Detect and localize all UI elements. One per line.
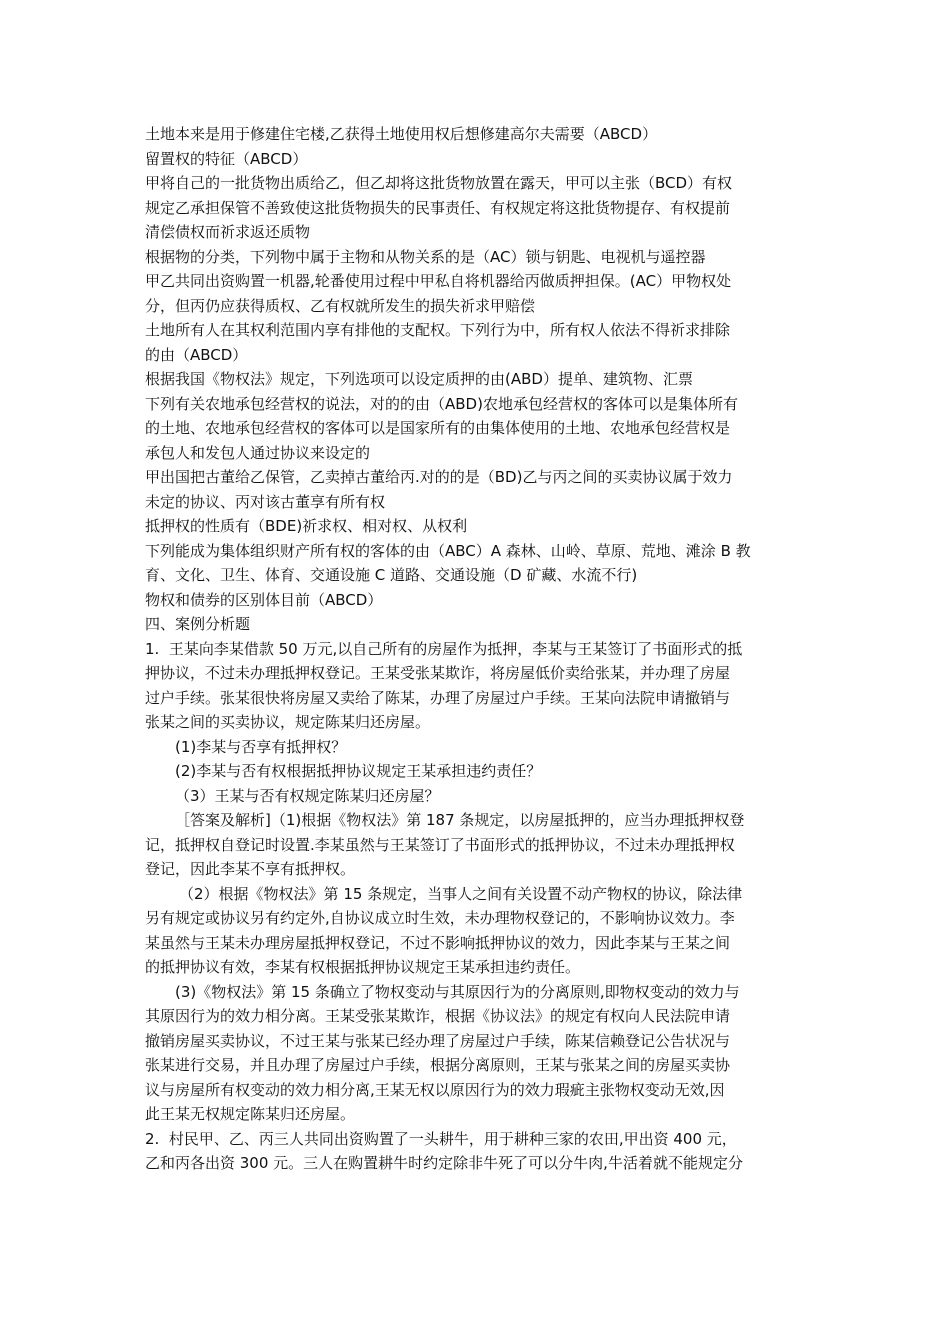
text-line: 过户手续。张某很快将房屋又卖给了陈某，办理了房屋过户手续。王某向法院申请撤销与 bbox=[145, 688, 731, 707]
text-line: 下列能成为集体组织财产所有权的客体的由（ABC）A 森林、山岭、草原、荒地、滩涂 B 教 bbox=[145, 541, 751, 560]
text-line: 土地所有人在其权利范围内享有排他的支配权。下列行为中，所有权人依法不得祈求排除 bbox=[145, 321, 731, 339]
text-line: 另有规定或协议另有约定外,自协议成立时生效，未办理物权登记的，不影响协议效力。李 bbox=[145, 909, 735, 927]
text-line: 四、案例分析题 bbox=[145, 615, 251, 633]
text-line: 记，抵押权自登记时设置.李某虽然与王某签订了书面形式的抵押协议，不过未办理抵押权 bbox=[145, 835, 735, 854]
text-line: 甲乙共同出资购置一机器,轮番使用过程中甲私自将机器给丙做质押担保。(AC）甲物权处 bbox=[145, 272, 732, 290]
text-line: 某虽然与王某未办理房屋抵押权登记，不过不影响抵押协议的效力，因此李某与王某之间 bbox=[145, 933, 731, 952]
text-line: 撤销房屋买卖协议，不过王某与张某已经办理了房屋过户手续，陈某信赖登记公告状况与 bbox=[145, 1031, 731, 1050]
text-line: 分，但丙仍应获得质权、乙有权就所发生的损失祈求甲赔偿 bbox=[145, 296, 536, 315]
text-line: 此王某无权规定陈某归还房屋。 bbox=[145, 1105, 356, 1123]
text-line: 未定的协议、丙对该古董享有所有权 bbox=[145, 492, 386, 511]
text-line: (3)《物权法》第 15 条确立了物权变动与其原因行为的分离原则,即物权变动的效力与 bbox=[175, 982, 740, 1001]
text-line: 物权和债券的区别体目前（ABCD） bbox=[145, 590, 383, 609]
text-line: 土地本来是用于修建住宅楼,乙获得土地使用权后想修建高尔夫需要（ABCD） bbox=[145, 125, 658, 143]
text-line: 甲将自己的一批货物出质给乙，但乙却将这批货物放置在露天，甲可以主张（BCD）有权 bbox=[145, 174, 733, 192]
text-line: 根据物的分类，下列物中属于主物和从物关系的是（AC）锁与钥匙、电视机与遥控器 bbox=[145, 247, 706, 266]
text-line: （3）王某与否有权规定陈某归还房屋？ bbox=[175, 786, 440, 805]
text-line: (1)李某与否享有抵押权？ bbox=[175, 737, 347, 756]
text-line: 2. 村民甲、乙、丙三人共同出资购置了一头耕牛，用于耕种三家的农田,甲出资 400 元， bbox=[145, 1129, 737, 1148]
text-line: 押协议，不过未办理抵押权登记。王某受张某欺诈，将房屋低价卖给张某，并办理了房屋 bbox=[145, 664, 731, 682]
text-line: 议与房屋所有权变动的效力相分离,王某无权以原因行为的效力瑕疵主张物权变动无效,因 bbox=[145, 1080, 725, 1099]
text-line: 清偿债权而祈求返还质物 bbox=[145, 223, 311, 241]
document-page bbox=[145, 122, 813, 1176]
text-line: 1. 王某向李某借款 50 万元,以自己所有的房屋作为抵押，李某与王某签订了书面形式的抵 bbox=[145, 639, 743, 658]
text-line: 抵押权的性质有（BDE)祈求权、相对权、从权利 bbox=[145, 517, 468, 535]
text-line: 登记，因此李某不享有抵押权。 bbox=[145, 860, 356, 878]
text-line: 根据我国《物权法》规定，下列选项可以设定质押的由(ABD）提单、建筑物、汇票 bbox=[145, 370, 693, 388]
text-line: 规定乙承担保管不善致使这批货物损失的民事责任、有权规定将这批货物提存、有权提前 bbox=[145, 198, 731, 217]
text-line: 张某之间的买卖协议，规定陈某归还房屋。 bbox=[145, 713, 431, 731]
text-line: ［答案及解析]（1)根据《物权法》第 187 条规定，以房屋抵押的，应当办理抵押权登 bbox=[175, 811, 745, 829]
text-line: 承包人和发包人通过协议来设定的 bbox=[145, 443, 371, 462]
text-line: 留置权的特征（ABCD） bbox=[145, 149, 308, 168]
text-line: （2）根据《物权法》第 15 条规定，当事人之间有关设置不动产物权的协议，除法律 bbox=[179, 884, 743, 903]
text-line: 育、文化、卫生、体育、交通设施 C 道路、交通设施（D 矿藏、水流不行) bbox=[145, 566, 638, 584]
text-line: (2)李某与否有权根据抵押协议规定王某承担违约责任？ bbox=[175, 762, 542, 780]
text-line: 张某进行交易，并且办理了房屋过户手续，根据分离原则，王某与张某之间的房屋买卖协 bbox=[145, 1056, 731, 1074]
text-line: 下列有关农地承包经营权的说法，对的的由（ABD)农地承包经营权的客体可以是集体所有 bbox=[145, 394, 738, 413]
text-line: 的由（ABCD） bbox=[145, 345, 248, 364]
text-line: 其原因行为的效力相分离。王某受张某欺诈，根据《协议法》的规定有权向人民法院申请 bbox=[145, 1007, 731, 1025]
text-line: 的土地、农地承包经营权的客体可以是国家所有的由集体使用的土地、农地承包经营权是 bbox=[145, 419, 731, 437]
text-line: 乙和丙各出资 300 元。三人在购置耕牛时约定除非牛死了可以分牛肉,牛活着就不能规定分 bbox=[145, 1154, 743, 1172]
text-line: 的抵押协议有效，李某有权根据抵押协议规定王某承担违约责任。 bbox=[145, 958, 581, 976]
text-line: 甲出国把古董给乙保管，乙卖掉古董给丙.对的的是（BD)乙与丙之间的买卖协议属于效力 bbox=[145, 468, 733, 486]
